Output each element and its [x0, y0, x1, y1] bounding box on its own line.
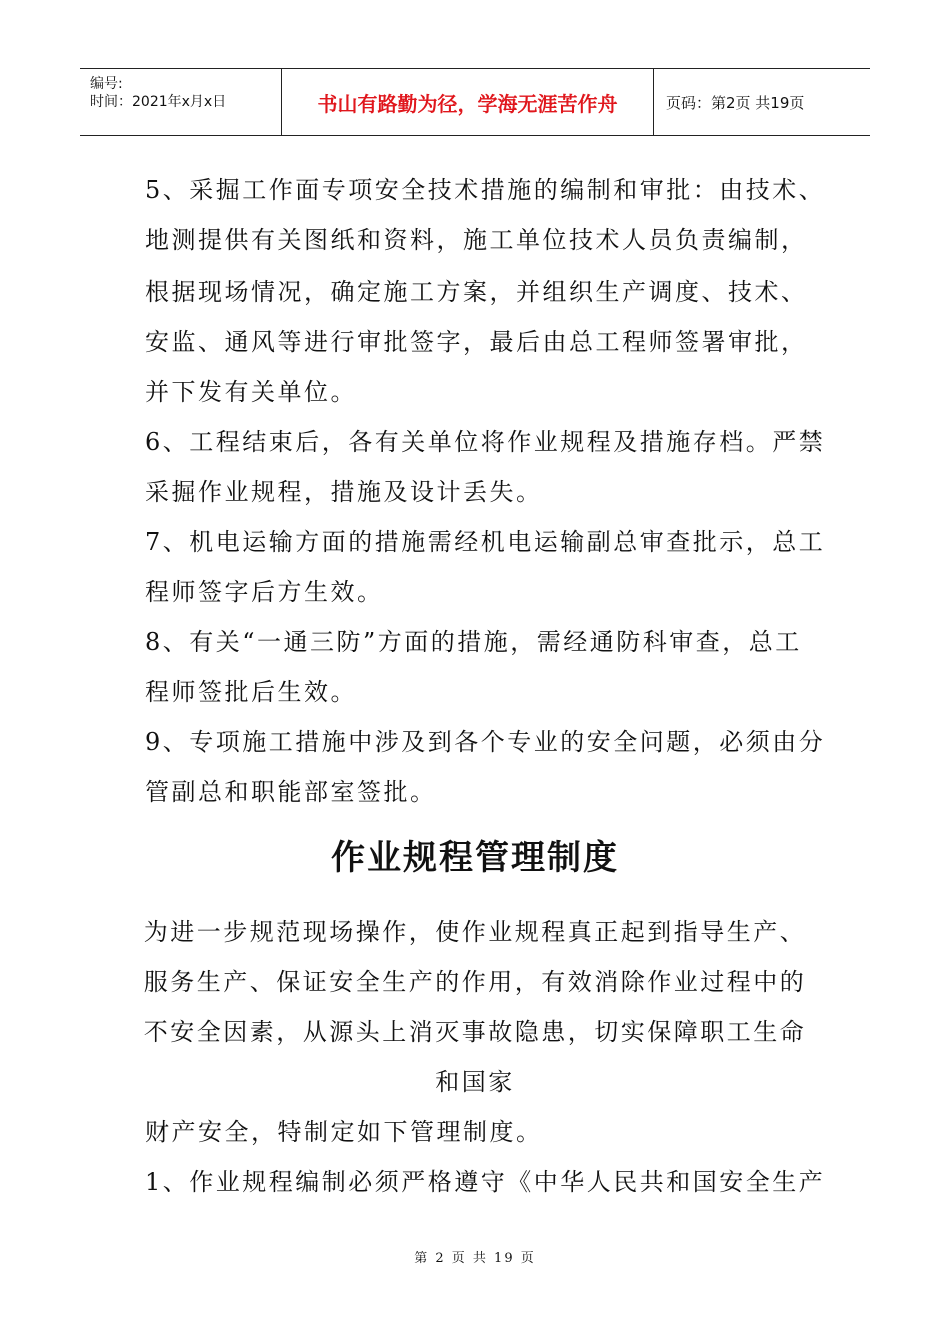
body-line: 安监、通风等进行审批签字，最后由总工程师签署审批， [145, 328, 808, 356]
header-motto: 书山有路勤为径，学海无涯苦作舟 [282, 69, 654, 135]
header-meta-cell [80, 69, 282, 135]
intro-line: 不安全因素，从源头上消灭事故隐患，切实保障职工生命 [143, 1018, 807, 1046]
document-header [80, 68, 870, 136]
body-line: 8、有关“一通三防”方面的措施，需经通防科审查，总工 [145, 628, 802, 656]
body-line: 地测提供有关图纸和资料，施工单位技术人员负责编制， [145, 226, 808, 254]
header-page-info: 页码：第2页 共19页 [666, 93, 805, 112]
intro-line: 为进一步规范现场操作，使作业规程真正起到指导生产、 [143, 918, 807, 946]
section-title: 作业规程管理制度 [331, 838, 619, 878]
body-line: 管副总和职能部室签批。 [145, 778, 437, 806]
intro-line: 服务生产、保证安全生产的作用，有效消除作业过程中的 [143, 968, 807, 996]
document-time-label: 时间：2021年x月x日 [90, 94, 227, 110]
body-line: 1、作业规程编制必须严格遵守《中华人民共和国安全生产 [145, 1168, 826, 1196]
body-line: 根据现场情况，确定施工方案，并组织生产调度、技术、 [145, 278, 808, 306]
body-line: 9、专项施工措施中涉及到各个专业的安全问题，必须由分 [145, 728, 826, 756]
page-footer: 第 2 页 共 19 页 [414, 1251, 536, 1266]
body-line: 程师签批后生效。 [145, 678, 357, 706]
body-line: 程师签字后方生效。 [145, 578, 384, 606]
document-number-label: 编号: [90, 76, 123, 92]
body-line: 7、机电运输方面的措施需经机电运输副总审查批示，总工 [145, 528, 826, 556]
intro-line: 和国家 [435, 1068, 515, 1096]
body-line: 并下发有关单位。 [145, 378, 357, 406]
body-line: 5、采掘工作面专项安全技术措施的编制和审批：由技术、 [145, 176, 826, 204]
body-line: 采掘作业规程，措施及设计丢失。 [145, 478, 543, 506]
body-line: 6、工程结束后，各有关单位将作业规程及措施存档。严禁 [145, 428, 826, 456]
body-line: 财产安全，特制定如下管理制度。 [145, 1118, 543, 1146]
